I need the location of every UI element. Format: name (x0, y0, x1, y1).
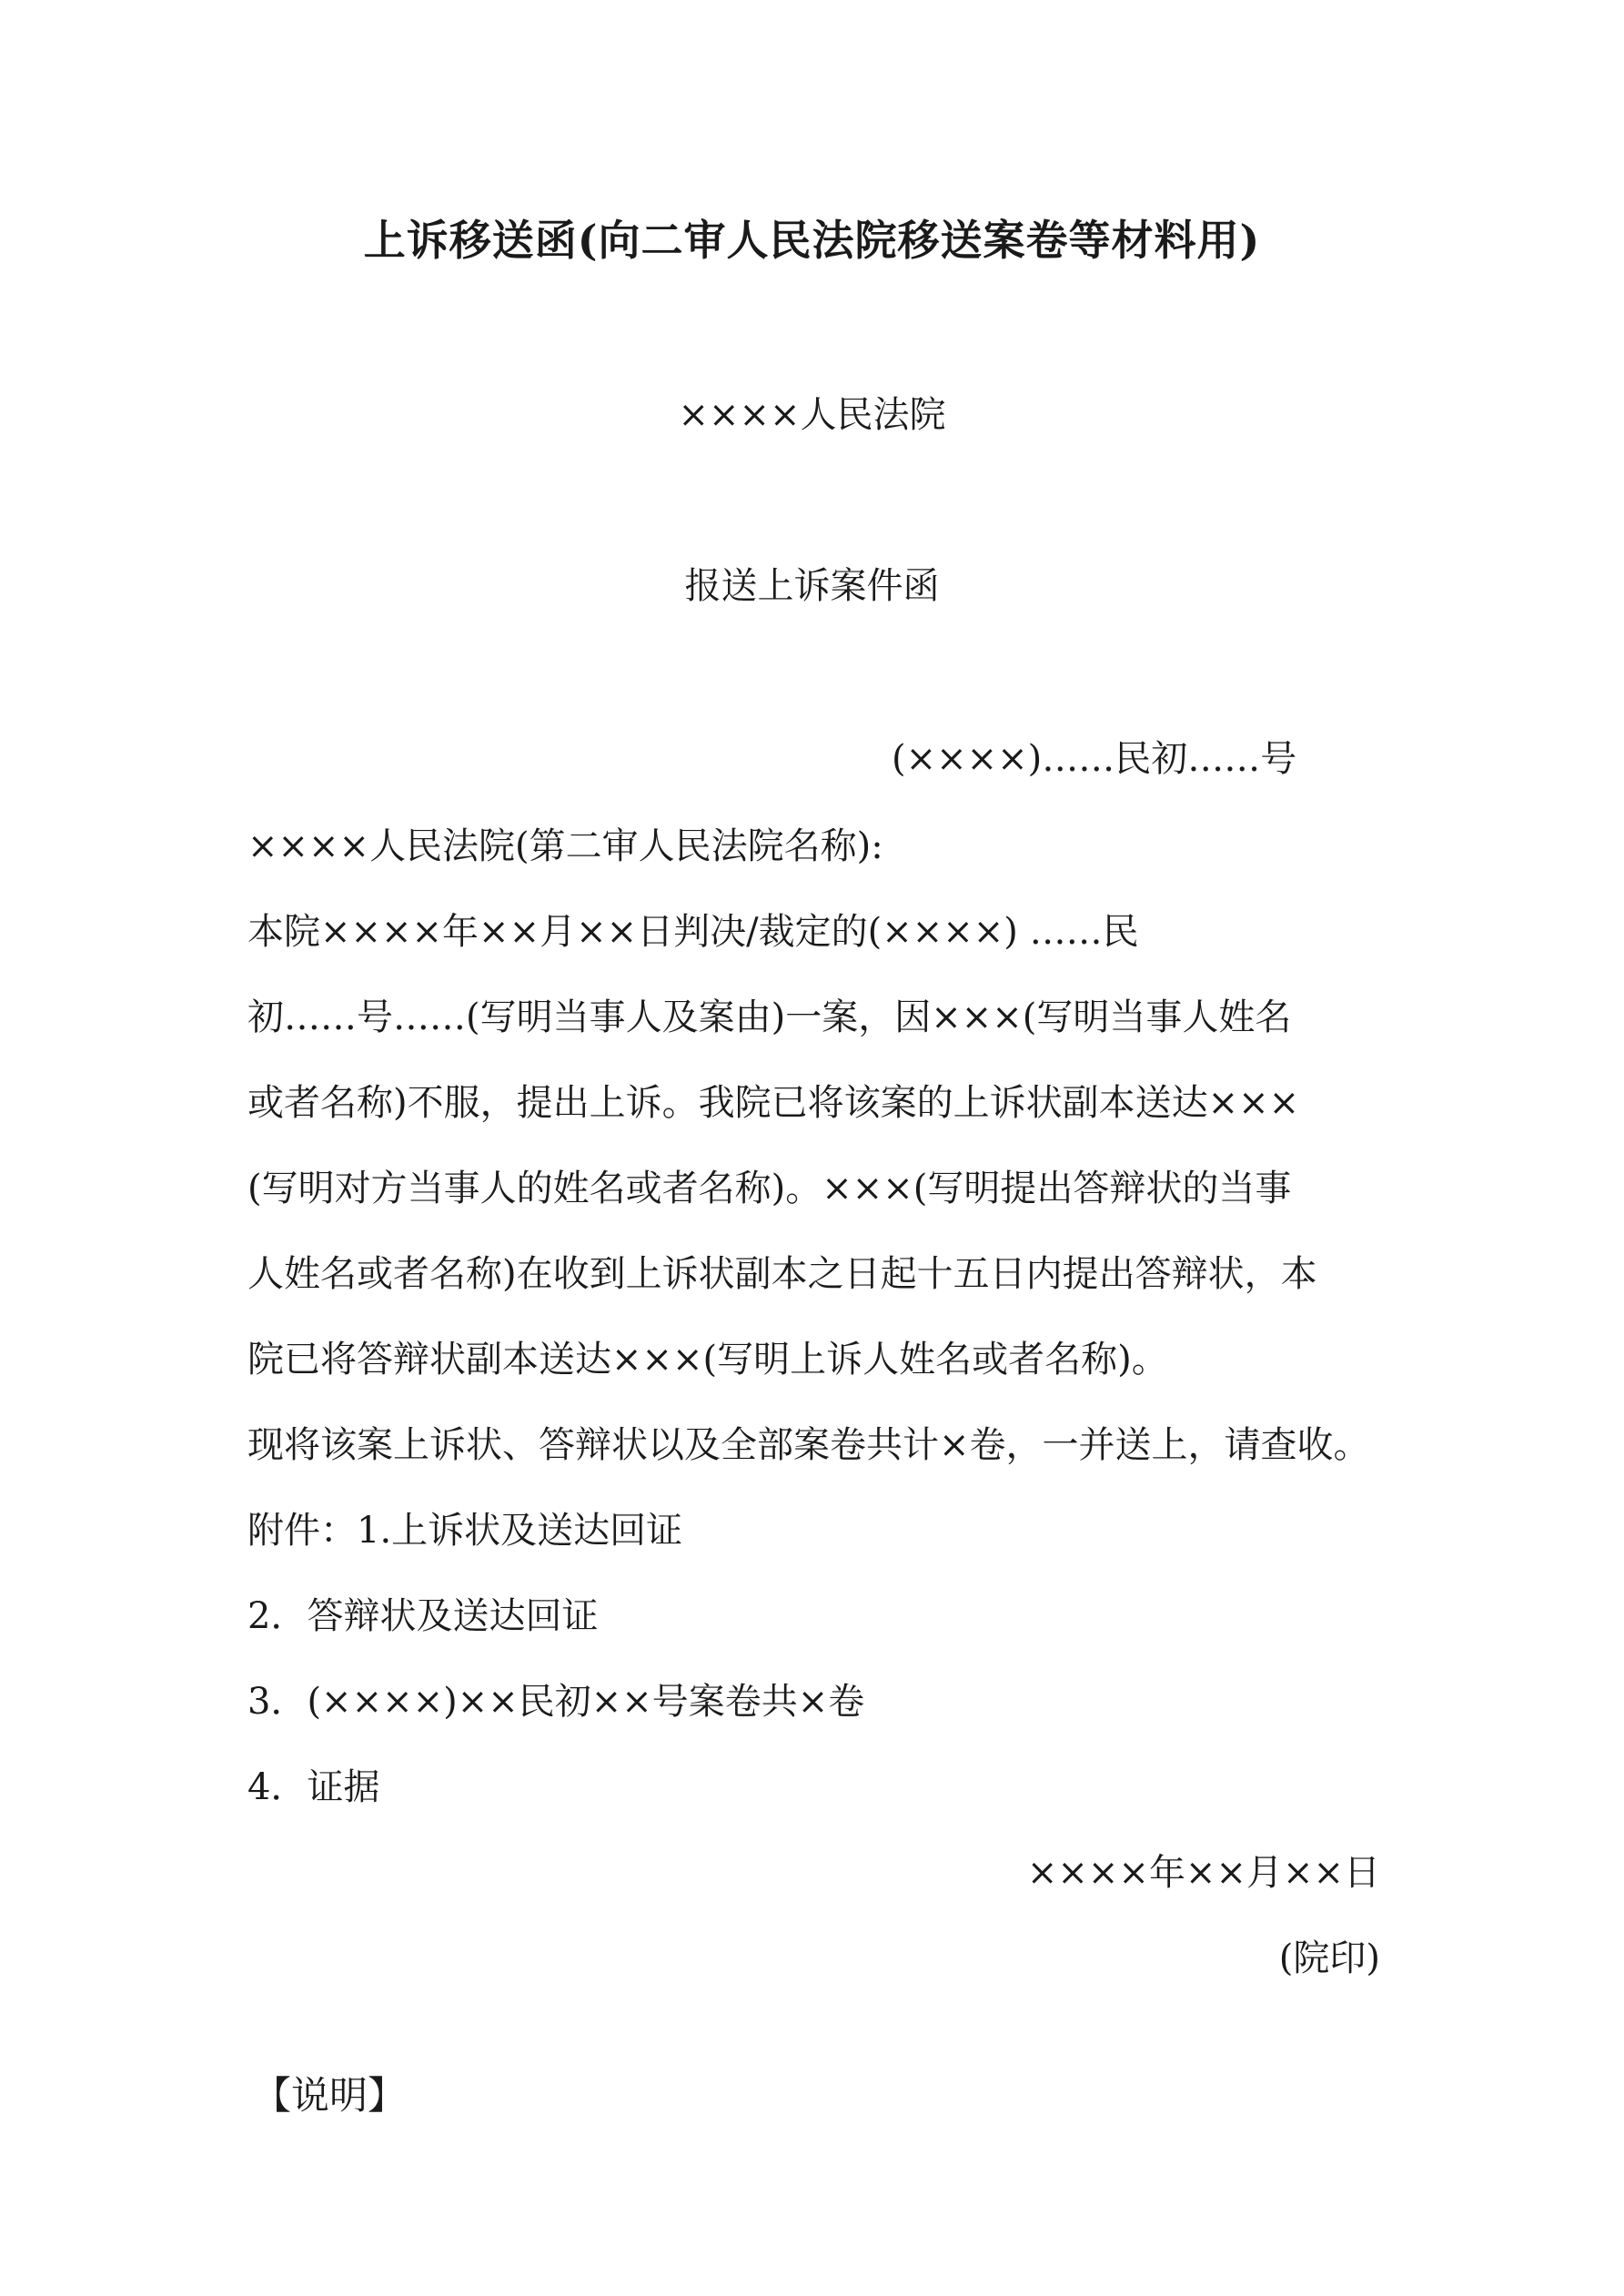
attachment-item: 附件：1.上诉状及送达回证 (247, 1510, 683, 1552)
attachment-item: 3．(××××)××民初××号案卷共×卷 (247, 1681, 865, 1723)
body-line: 本院××××年××月××日判决/裁定的(××××) ……民 (247, 911, 1139, 953)
body-line: 院已将答辩状副本送达×××(写明上诉人姓名或者名称)。 (247, 1339, 1168, 1381)
body-line: (写明对方当事人的姓名或者名称)。×××(写明提出答辩状的当事 (247, 1168, 1292, 1209)
document-title: 上诉移送函(向二审人民法院移送案卷等材料用) (363, 216, 1261, 265)
attachment-item: 4．证据 (247, 1766, 380, 1808)
court-seal: (院印) (1278, 1937, 1380, 1979)
body-line: 人姓名或者名称)在收到上诉状副本之日起十五日内提出答辩状，本 (247, 1253, 1317, 1295)
case-number: (××××)……民初……号 (892, 738, 1297, 780)
court-header: ××××人民法院 (678, 394, 946, 436)
attachment-item: 2．答辩状及送达回证 (247, 1595, 599, 1637)
body-line: 初……号……(写明当事人及案由)一案，因×××(写明当事人姓名 (247, 996, 1292, 1038)
note-heading: 【说明】 (253, 2073, 407, 2118)
body-line: 现将该案上诉状、答辩状以及全部案卷共计×卷，一并送上，请查收。 (247, 1424, 1370, 1466)
document-subtitle: 报送上诉案件函 (684, 565, 940, 607)
body-line: 或者名称)不服，提出上诉。我院已将该案的上诉状副本送达××× (247, 1082, 1300, 1124)
addressee-line: ××××人民法院(第二审人民法院名称): (247, 825, 883, 867)
issue-date: ××××年××月××日 (1026, 1852, 1380, 1894)
